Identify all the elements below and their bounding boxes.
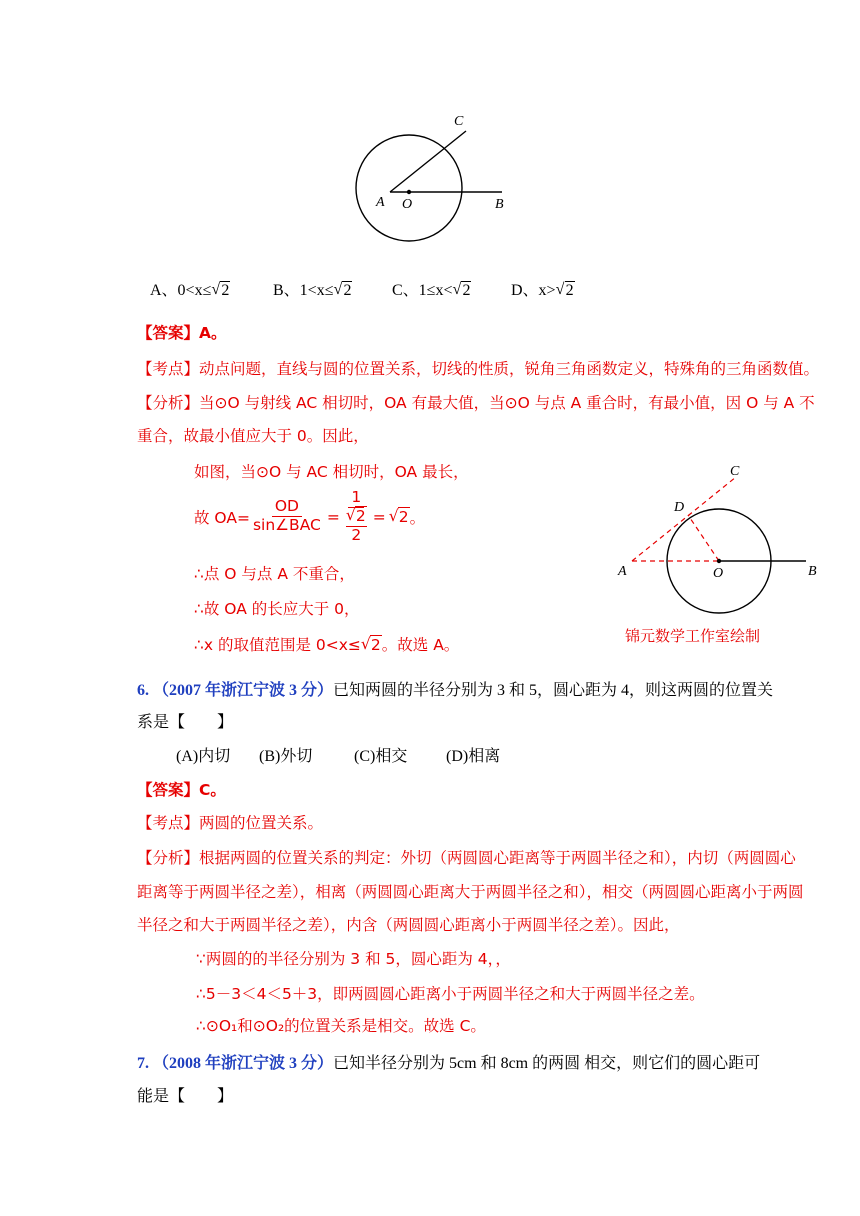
q5-kaodian: 【考点】动点问题，直线与圆的位置关系，切线的性质，锐角三角函数定义，特殊角的三角函数值。 [137,360,820,378]
option-b [273,277,352,300]
q6-step2: ∴5－3＜4＜5＋3，即两圆圆心距离小于两圆半径之和大于两圆半径之差。 [196,985,705,1003]
option-c-text: C、1≤x< [392,282,453,299]
q6-answer: 【答案】C。 [137,781,226,799]
q5-analysis-line2: 重合，故最小值应大于 0。因此， [137,427,369,445]
q5-analysis-line1: 【分析】当⊙O 与射线 AC 相切时，OA 有最大值，当⊙O 与点 A 重合时，有最小值，因 O 与 A 不 [137,394,815,412]
fraction-od-sin: $\frac{OD}{\text{sin∠BAC}}$ [252,497,321,535]
sqrt-symbol: √ 2 [361,636,382,654]
label2-o: O [713,566,724,581]
q5-step1: 如图，当⊙O 与 AC 相切时，OA 最长， [194,463,469,481]
option-c [392,277,471,300]
sqrt-symbol: √ 2 [556,282,575,300]
q5-step3: ∴点 O 与点 A 不重合， [194,565,355,583]
label-c: C [454,114,464,129]
q6-analysis1: 【分析】根据两圆的位置关系的判定：外切（两圆圆心距离等于两圆半径之和），内切（两圆圆心 [137,849,796,867]
option-d [511,277,575,300]
label2-b: B [808,564,817,579]
q6-option-a: (A)内切 [176,748,231,765]
option-d-text: D、x> [511,282,556,299]
sqrt-symbol: √ 2 [389,508,410,526]
q6-step3: ∴⊙O₁和⊙O₂的位置关系是相交。故选 C。 [196,1017,486,1035]
option-a-text: A、0<x≤ [150,282,212,299]
q6-stem-line1: 6. （2007 年浙江宁波 3 分）已知两圆的半径分别为 3 和 5，圆心距为 4，则这两圆的位置关 [137,682,774,699]
q7-stem-line2: 能是【 】 [137,1088,234,1105]
label-b: B [495,197,504,212]
label2-c: C [730,464,740,479]
q5-step2: 故 OA= $\frac{OD}{\text{sin∠BAC}}$ = 1 √ 2 2 = √ 2 。 [194,489,425,544]
q5-answer: 【答案】A。 [137,324,227,342]
dashed-od [688,515,719,561]
q6-analysis3: 半径之和大于两圆半径之差），内含（两圆圆心距离小于两圆半径之差）。因此， [137,916,680,934]
q6-step1: ∵两圆的的半径分别为 3 和 5，圆心距为 4，， [196,950,511,968]
label-a: A [376,195,385,210]
sqrt-symbol: √ 2 [452,282,471,300]
option-b-text: B、1<x≤ [273,282,334,299]
q6-option-d: (D)相离 [446,748,501,765]
label-o: O [402,197,413,212]
q6-stem-line2: 系是【 】 [137,714,234,731]
q7-stem-line1: 7. （2008 年浙江宁波 3 分）已知半径分别为 5cm 和 8cm 的两圆 相交，则它们的圆心距可 [137,1055,761,1072]
label2-a: A [618,564,627,579]
q5-step4: ∴故 OA 的长应大于 0， [194,600,360,618]
fraction-one-over-root2-half: 1 √ 2 2 [343,489,370,544]
figure-circle-ray [340,105,540,255]
q6-kaodian: 【考点】两圆的位置关系。 [137,814,324,832]
figure2-caption: 锦元数学工作室绘制 [625,627,761,645]
q6-analysis2: 距离等于两圆半径之差），相离（两圆圆心距离大于两圆半径之和），相交（两圆圆心距离小于两圆 [137,883,804,901]
option-a [150,277,230,300]
q6-option-b: (B)外切 [259,748,313,765]
sqrt-symbol: √ 2 [211,282,230,300]
q5-step5: ∴x 的取值范围是 0<x≤√ 2。故选 A。 [194,633,459,655]
q6-option-c: (C)相交 [354,748,408,765]
dashed-ray-ac [632,477,736,561]
point-o2 [717,559,721,563]
sqrt-symbol: √ 2 [333,282,352,300]
label2-d: D [674,500,685,515]
circle-o [356,135,462,241]
point-o [407,190,411,194]
